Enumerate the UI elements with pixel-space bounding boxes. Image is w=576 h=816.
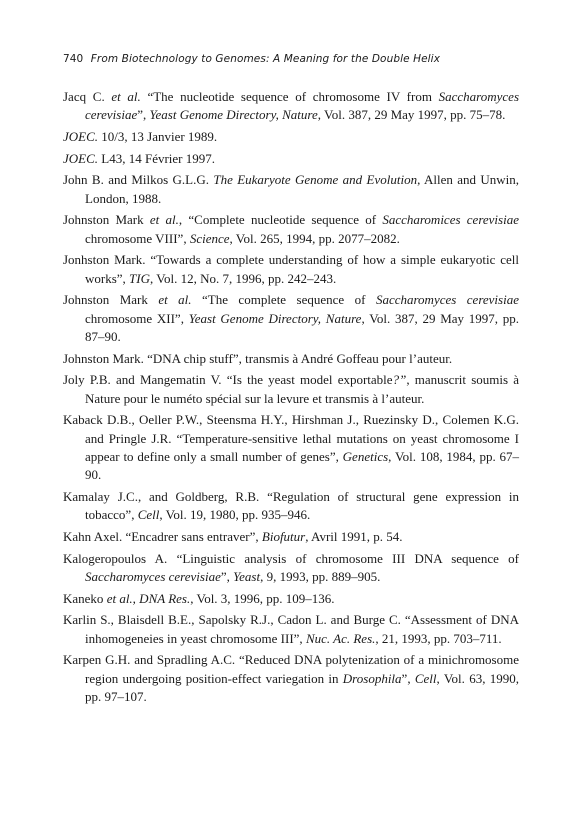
reference-italic-text: Science (189, 230, 230, 246)
reference-text: ”, (137, 107, 150, 123)
reference-text: , manuscrit soumis à Nature pour le numéto spécial sur la levure et transmis à l’auteur. (85, 372, 519, 406)
reference-text: , Avril 1991, p. 54. (305, 529, 403, 544)
reference-text: , Vol. 63, 1990, pp. 97–107. (85, 670, 519, 704)
reference-entry (63, 88, 519, 125)
reference-entry (63, 350, 519, 368)
reference-italic-text: Saccharomyces cerevisiae (375, 292, 519, 308)
reference-text: , Vol. 19, 1980, pp. 935–946. (159, 507, 311, 523)
reference-italic-text: Yeast Genome Directory, Nature (149, 107, 318, 123)
reference-text: Kaneko (63, 590, 107, 606)
reference-italic-text: The Eukaryote Genome and Evolution (213, 172, 418, 188)
reference-italic-text: Yeast Genome Directory, Nature (188, 310, 362, 326)
reference-entry (63, 128, 519, 146)
reference-italic-text: Biofutur (261, 529, 306, 544)
reference-text: Jonhston Mark. “Towards a complete understanding of how a simple eukaryotic cell works”, (63, 252, 519, 286)
reference-italic-text: Nuc. Ac. Res. (305, 630, 376, 646)
reference-italic-text: JOEC. (63, 129, 99, 144)
reference-text: Joly P.B. and Mangematin V. “Is the yeast model exportable (63, 372, 393, 388)
reference-italic-text: Drosophila (342, 670, 402, 686)
reference-entry (63, 291, 519, 346)
reference-italic-text: et al. (158, 292, 192, 308)
reference-text: John B. and Milkos G.L.G. (63, 172, 214, 188)
reference-text: , Vol. 108, 1984, pp. 67–90. (85, 449, 520, 483)
reference-text: Kamalay J.C., and Goldberg, R.B. “Regulation of structural gene expression in tobacco”, (63, 489, 519, 523)
reference-text: Jacq C. (63, 89, 112, 104)
reference-text: ”, (401, 670, 415, 686)
reference-text: 10/3, 13 Janvier 1989. (98, 129, 218, 144)
reference-text: Johnston Mark. “DNA chip stuff”, transmis à André Goffeau pour l’auteur. (63, 350, 453, 366)
reference-italic-text: JOEC. (63, 150, 99, 166)
reference-entry (63, 150, 519, 168)
reference-text: chromosome VIII”, (85, 230, 190, 246)
reference-text: , 21, 1993, pp. 703–711. (375, 630, 502, 646)
reference-entry (63, 411, 519, 485)
reference-text: , Vol. 265, 1994, pp. 2077–2082. (229, 230, 400, 246)
reference-text: L43, 14 Février 1997. (98, 150, 216, 166)
book-title: From Biotechnology to Genomes: A Meaning for the Double Helix (90, 53, 441, 65)
reference-text: , “Complete nucleotide sequence of (178, 212, 383, 228)
reference-italic-text: TIG (129, 270, 150, 286)
reference-text: , 9, 1993, pp. 889–905. (260, 569, 381, 584)
reference-entry (63, 371, 519, 408)
reference-italic-text: Genetics (342, 449, 389, 464)
reference-text: ”, (220, 569, 234, 584)
reference-text: Johnston Mark (63, 292, 159, 308)
reference-text: , Vol. 12, No. 7, 1996, pp. 242–243. (150, 270, 337, 286)
reference-entry (63, 550, 519, 587)
reference-text: Kahn Axel. “Encadrer sans entraver”, (63, 529, 262, 544)
reference-text: Karpen G.H. and Spradling A.C. “Reduced DNA polytenization of a minichromosome region undergoing position-effect variegation in (63, 652, 519, 686)
reference-entry (63, 651, 519, 706)
reference-text: Johnston Mark (63, 212, 150, 228)
reference-entry (63, 611, 519, 648)
reference-text: chromosome XII”, (85, 310, 189, 326)
reference-italic-text: et al., DNA Res. (106, 590, 191, 606)
reference-text: Kaback D.B., Oeller P.W., Steensma H.Y., Hirshman J., Ruezinsky D., Colemen K.G. and Pringle J.R. “Temperature-sensitive lethal mutations on yeast chromosome I appear to define only a small number of genes”, (63, 412, 519, 464)
reference-text: , Vol. 3, 1996, pp. 109–136. (190, 590, 335, 606)
reference-entry (63, 171, 519, 208)
reference-italic-text: Saccharomyces cerevisiae (85, 89, 519, 123)
reference-italic-text: Cell (414, 670, 437, 686)
reference-italic-text: Saccharomices cerevisiae (382, 212, 519, 228)
reference-text: , Vol. 387, 29 May 1997, pp. 87–90. (85, 310, 520, 344)
reference-entry (63, 590, 519, 608)
reference-text: Kalogeropoulos A. “Linguistic analysis of chromosome III DNA sequence of (63, 550, 519, 566)
reference-entry (63, 251, 519, 288)
reference-text: “The nucleotide sequence of chromosome IV from (140, 89, 439, 104)
reference-italic-text: Saccharomyces cerevisiae (85, 569, 221, 584)
reference-entry (63, 528, 519, 546)
reference-entry (63, 488, 519, 525)
reference-entry (63, 211, 519, 248)
reference-text: “The complete sequence of (191, 292, 376, 308)
reference-italic-text: Yeast (233, 569, 261, 584)
reference-text: , Allen and Unwin, London, 1988. (85, 172, 519, 206)
reference-italic-text: ?” (392, 372, 407, 388)
reference-italic-text: et al. (149, 212, 179, 228)
reference-list (63, 88, 519, 710)
reference-italic-text: et al. (111, 89, 141, 104)
reference-text: , Vol. 387, 29 May 1997, pp. 75–78. (317, 107, 506, 123)
reference-text: Karlin S., Blaisdell B.E., Sapolsky R.J., Cadon L. and Burge C. “Assessment of DNA inhomogeneies in yeast chromosome III”, (63, 612, 519, 646)
page-number: 740 (63, 53, 84, 65)
reference-italic-text: Cell (137, 507, 160, 523)
running-head (63, 53, 440, 65)
